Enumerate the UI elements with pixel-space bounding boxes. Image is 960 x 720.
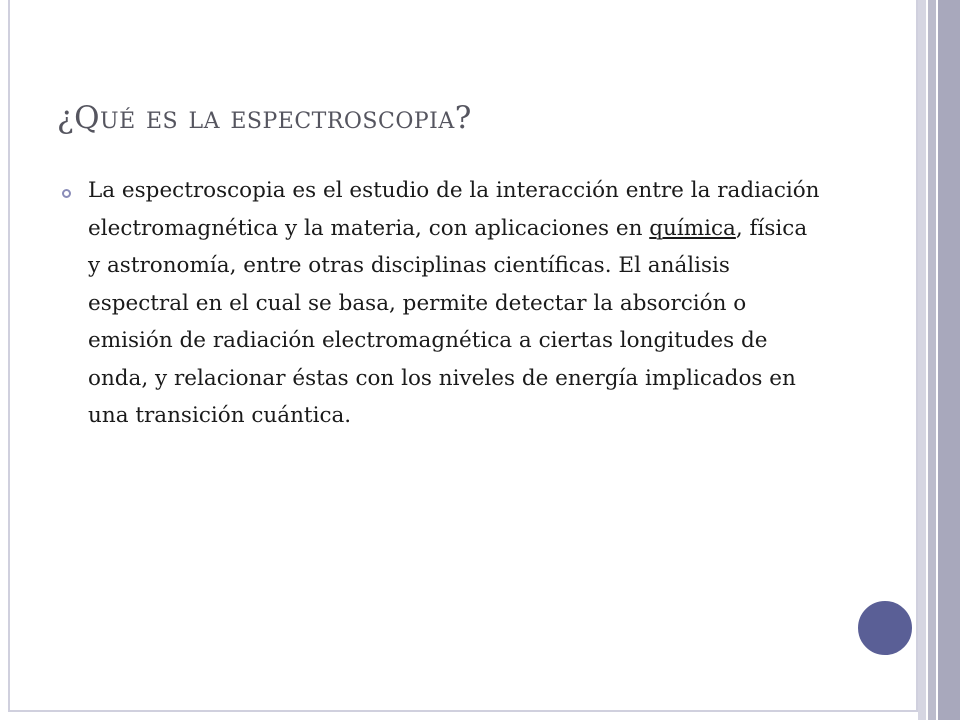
side-stripes [918, 0, 960, 720]
stripe-mid [928, 0, 936, 720]
bullet-text-start: La espectroscopia es el estudio de la interacción entre la radiación electromagnética y la materia, con aplicaciones en [88, 178, 820, 241]
decorative-circle-icon [855, 598, 915, 658]
quimica-link[interactable]: química [649, 215, 736, 241]
bullet-text-end: , física y astronomía, entre otras disciplinas científicas. El análisis espectral en el cual se basa, permite detectar la absorción o emisión de radiación electromagnética a ciertas longitudes de onda, y relacionar éstas con los niveles de energía implicados en una transición cuántica. [88, 215, 808, 428]
bullet-text [88, 172, 822, 435]
bullet-icon [62, 189, 71, 198]
slide-content [62, 172, 822, 435]
stripe-light [918, 0, 926, 720]
stripe-dark [938, 0, 960, 720]
slide-title: ¿Qué es la espectroscopia? [57, 100, 472, 136]
